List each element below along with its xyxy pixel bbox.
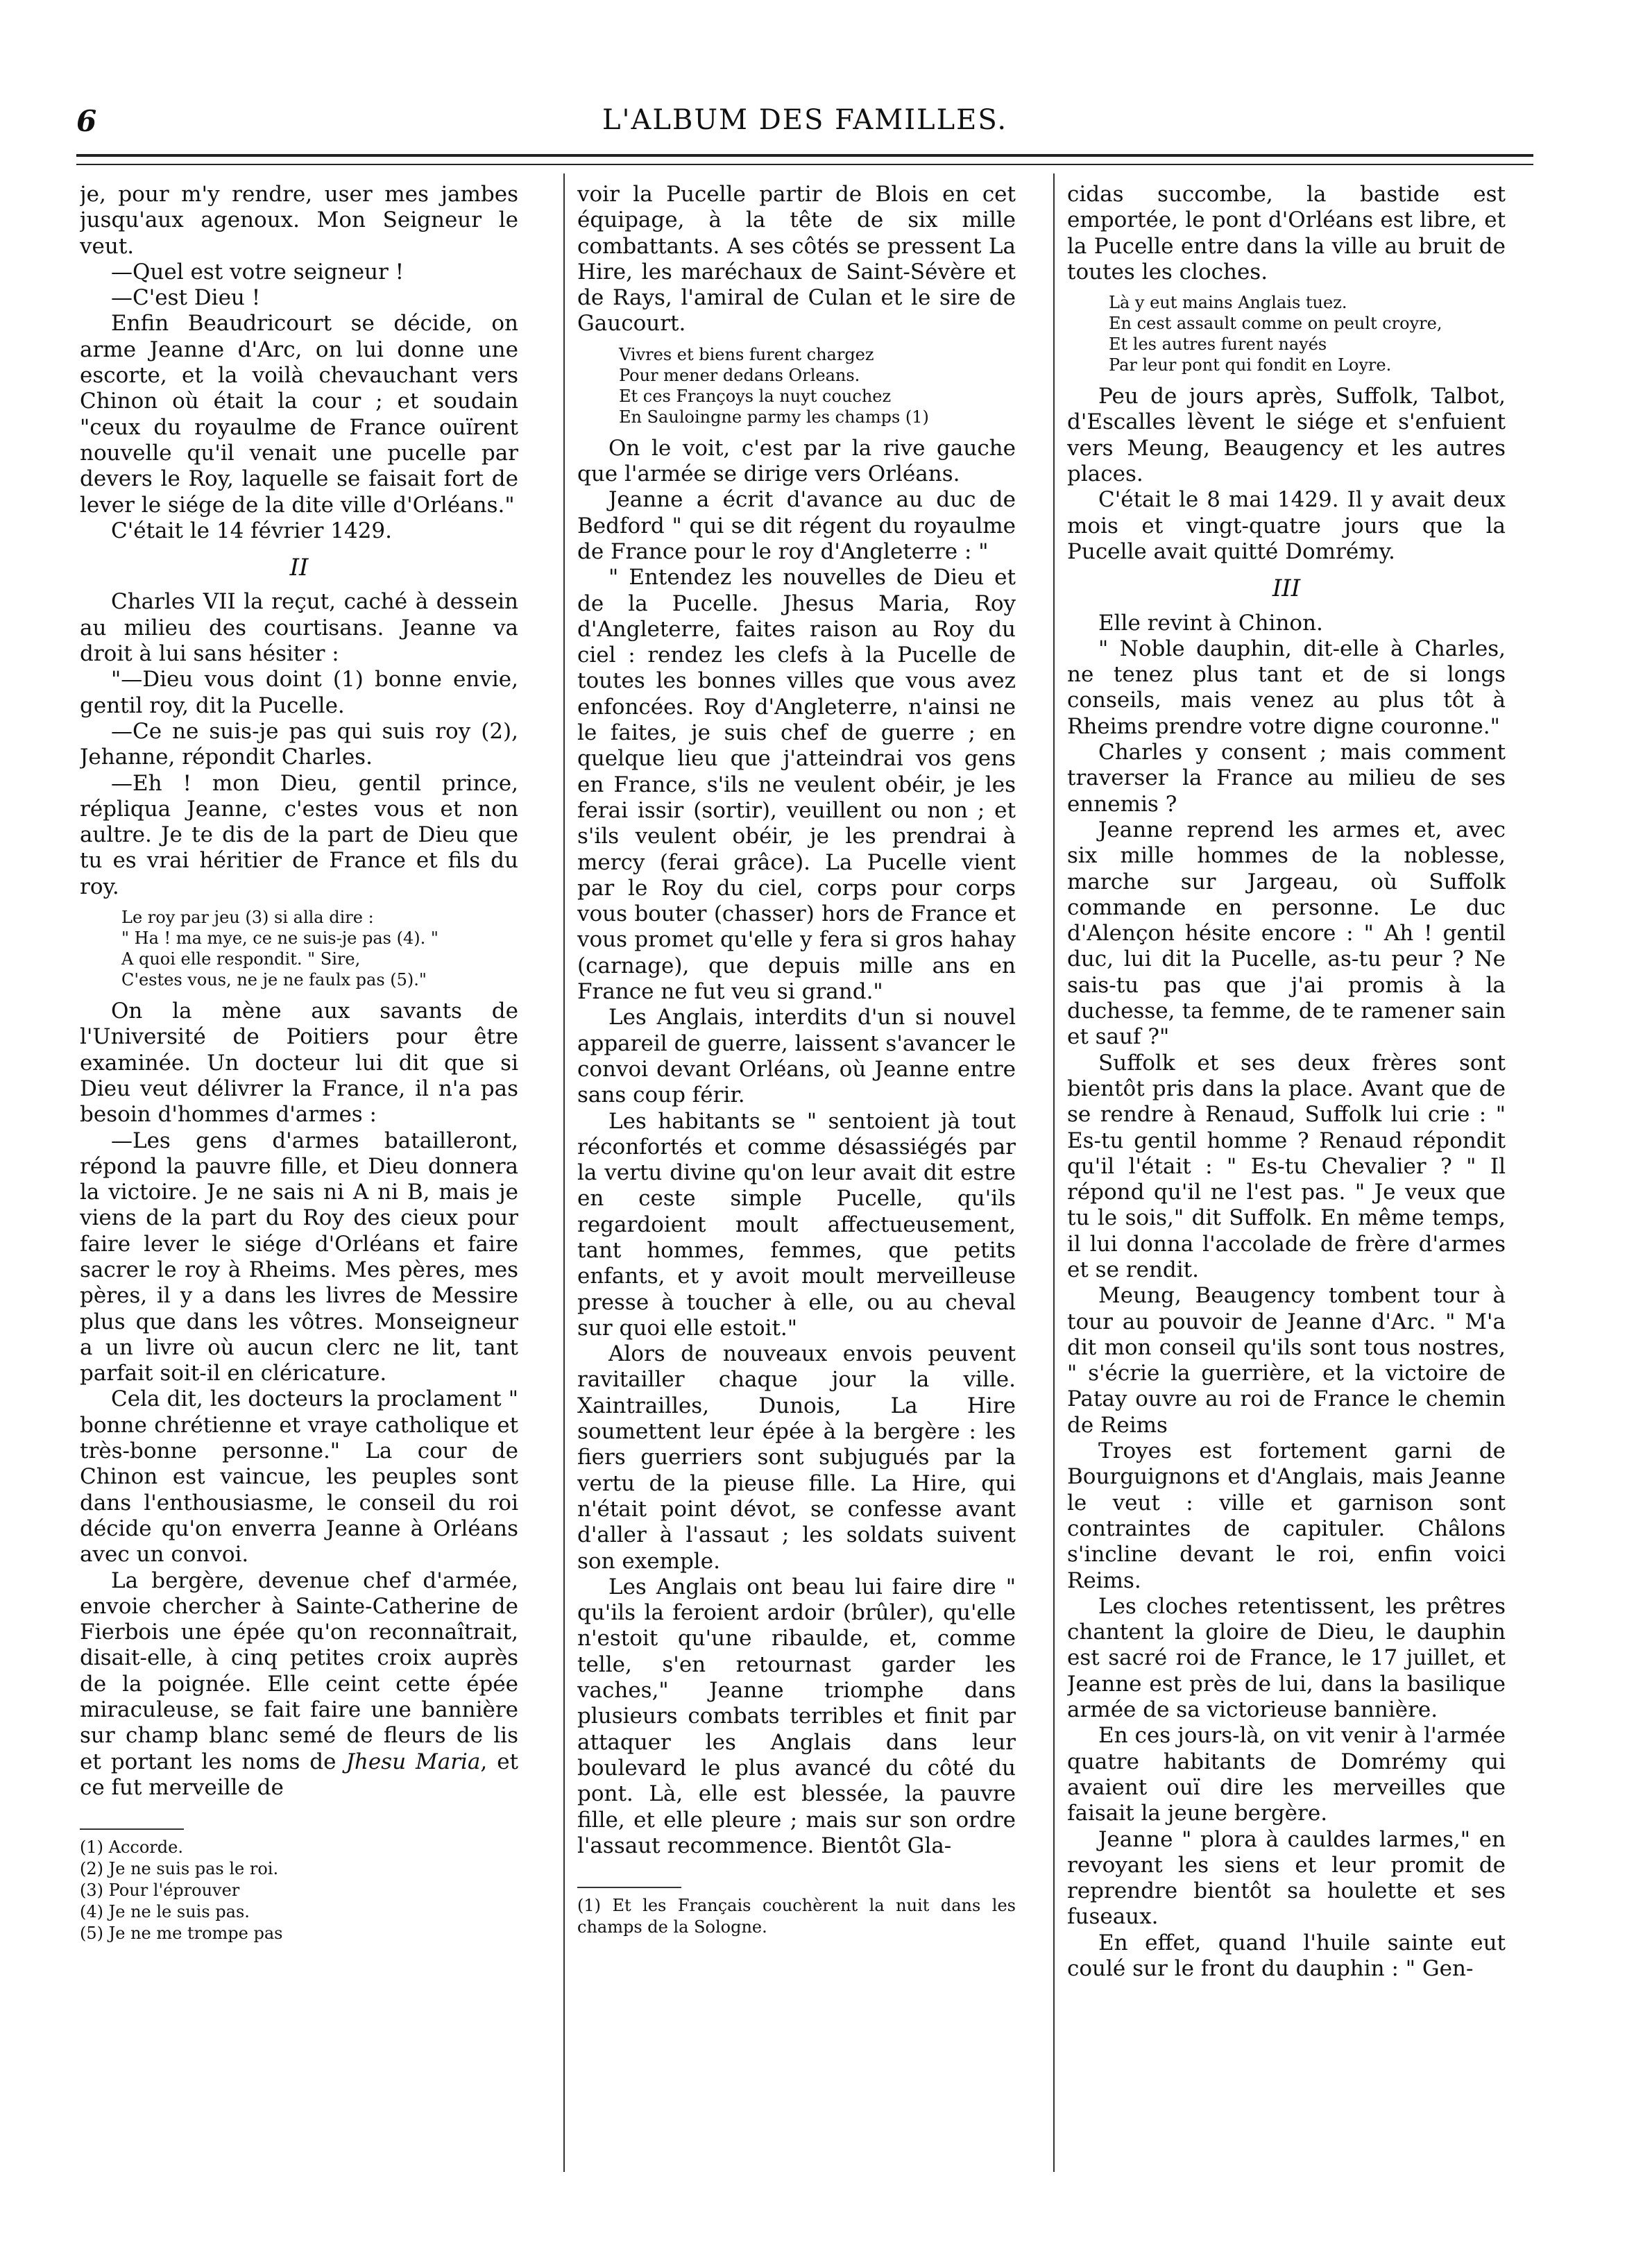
header-rule-thin [76,164,1533,165]
paragraph: Charles y consent ; mais comment traverser la France au milieu de ses ennemis ? [1067,740,1506,817]
paragraph: Les cloches retentissent, les prêtres chantent la gloire de Dieu, le dauphin est sacré roi de France, le 17 juillet, et Jeanne est près de lui, dans la basilique armée de sa victorieuse bannière. [1067,1593,1506,1723]
paragraph: Charles VII la reçut, caché à dessein au milieu des courtisans. Jeanne va droit à lui sans hésiter : [80,589,518,667]
column-divider-1 [563,173,565,2172]
footnotes [577,1895,1016,1938]
verse-line: Pour mener dedans Orleans. [619,365,860,385]
footnote: (1) Accorde. [80,1837,183,1858]
footnote-rule [577,1887,681,1888]
paragraph: Alors de nouveaux envois peuvent ravitailler chaque jour la ville. Xaintrailles, Dunois, La Hire soumettent leur épée à la bergère : les fiers guerriers sont subjugués par la vertu de la pieuse fille. La Hire, qui n'était point dévot, se confesse avant d'aller à l'assaut ; les soldats suivent son exemple. [577,1341,1016,1574]
paragraph: Jeanne " plora à cauldes larmes," en revoyant les siens et leur promit de reprendre bientôt sa houlette et ses fuseaux. [1067,1826,1506,1930]
paragraph-text: La bergère, devenue chef d'armée, envoie chercher à Sainte-Catherine de Fierbois une épée qu'on reconnaîtrait, disait-elle, à cinq petites croix auprès de la poignée. Elle ceint cette épée miraculeuse, se fait faire une bannière sur champ blanc semé de fleurs de lis et portant les noms de [80,1568,518,1774]
paragraph: Enfin Beaudricourt se décide, on arme Jeanne d'Arc, on lui donne une escorte, et la voilà chevauchant vers Chinon où était la cour ; et soudain "ceux du royaulme de France ouïrent nouvelle qu'il venait une pucelle par devers le Roy, laquelle se faisait fort de lever le siége de la dite ville d'Orléans." [80,311,518,518]
page-header [76,104,1533,146]
paragraph: Les habitants se " sentoient jà tout réconfortés et comme désassiégés par la vertu divine qu'on leur avait dit estre en ceste simple Pucelle, qu'ils regardoient moult affectueusement, tant hommes, femmes, que petits enfants, et y avoit moult merveilleuse presse à toucher à elle, ou au cheval sur quoi elle estoit." [577,1108,1016,1341]
paragraph: —Ce ne suis-je pas qui suis roy (2), Jehanne, répondit Charles. [80,718,518,770]
footnote: (4) Je ne le suis pas. [80,1902,250,1922]
verse-line: A quoi elle respondit. " Sire, [121,949,361,969]
verse-line: Là y eut mains Anglais tuez. [1109,293,1347,313]
verse-line: En cest assault comme on peult croyre, [1109,314,1442,334]
paragraph: Cela dit, les docteurs la proclament " bonne chrétienne et vraye catholique et très-bonne personne." La cour de Chinon est vaincue, les peuples sont dans l'enthousiasme, le conseil du roi décide qu'on enverra Jeanne à Orléans avec un convoi. [80,1386,518,1568]
section-heading: II [289,554,309,582]
footnotes [80,1837,518,1944]
paragraph: Jeanne a écrit d'avance au duc de Bedford " qui se dit régent du royaulme de France pour le roy d'Angleterre : " [577,487,1016,564]
paragraph: Suffolk et ses deux frères sont bientôt pris dans la place. Avant que de se rendre à Renaud, Suffolk lui crie : " Es-tu gentil homme ? Renaud répondit qu'il l'était : " Es-tu Chevalier ? " Il répond qu'il ne l'est pas. " Je veux que tu le sois," dit Suffolk. En même temps, il lui donna l'accolade de frère d'armes et se rendit. [1067,1050,1506,1282]
paragraph: Troyes est fortement garni de Bourguignons et d'Anglais, mais Jeanne le veut : ville et garnison sont contraintes de capituler. Châlons s'incline devant le roi, enfin voici Reims. [1067,1438,1506,1593]
page-number: 6 [76,104,97,138]
paragraph: —Quel est votre seigneur ! [111,259,405,285]
text-column-3 [1067,182,1506,2194]
verse-line: Et ces Françoys la nuyt couchez [619,386,892,406]
paragraph: je, pour m'y rendre, user mes jambes jusqu'aux agenoux. Mon Seigneur le veut. [80,182,518,259]
journal-title: L'ALBUM DES FAMILLES. [602,104,1008,136]
paragraph: En effet, quand l'huile sainte eut coulé sur le front du dauphin : " Gen- [1067,1930,1506,1981]
column-divider-2 [1053,173,1055,2172]
paragraph: C'était le 8 mai 1429. Il y avait deux mois et vingt-quatre jours que la Pucelle avait quitté Domrémy. [1067,487,1506,564]
paragraph: " Noble dauphin, dit-elle à Charles, ne tenez plus tant et de si longs conseils, mais venez au plus tôt à Rheims prendre votre digne couronne." [1067,636,1506,739]
verse-block [121,907,518,990]
footnote-rule [80,1828,184,1830]
text-column-2 [577,182,1016,2194]
paragraph: Jeanne reprend les armes et, avec six mille hommes de la noblesse, marche sur Jargeau, où Suffolk commande en personne. Le duc d'Alençon hésite encore : " Ah ! gentil duc, lui dit la Pucelle, as-tu peur ? Ne sais-tu pas que j'ai promis à la duchesse, ta femme, de te ramener sain et sauf ?" [1067,817,1506,1050]
footnote: (2) Je ne suis pas le roi. [80,1859,279,1879]
paragraph: On le voit, c'est par la rive gauche que l'armée se dirige vers Orléans. [577,435,1016,487]
verse-line: Par leur pont qui fondit en Loyre. [1109,355,1392,375]
verse-line: Et les autres furent nayés [1109,334,1327,355]
text-column-1 [80,182,518,2194]
paragraph: " Entendez les nouvelles de Dieu et de la Pucelle. Jhesus Maria, Roy d'Angleterre, faites raison au Roy du ciel : rendez les clefs à la Pucelle de toutes les bonnes villes que vous avez enfoncées. Roy d'Angleterre, n'ainsi ne le faites, je suis chef de guerre ; en quelque lieu que j'atteindrai vos gens en France, s'ils ne veulent obéir, je les ferai issir (sortir), veuillent ou non ; et s'ils veulent obéir, je les prendrai à mercy (ferai grâce). La Pucelle vient par le Roy du ciel, corps pour corps vous bouter (chasser) hors de France et vous promet qu'elle y fera si gros hahay (carnage), que depuis mille ans en France ne fut veu si grand." [577,565,1016,1005]
paragraph: C'était le 14 février 1429. [111,518,392,543]
paragraph-text: , et ce fut merveille de [80,1749,518,1800]
footnote: (5) Je ne me trompe pas [80,1924,283,1944]
verse-block [1109,292,1506,375]
verse-line: Le roy par jeu (3) si alla dire : [121,908,374,928]
paragraph: Meung, Beaugency tombent tour à tour au pouvoir de Jeanne d'Arc. " M'a dit mon conseil qu'ils sont tous nostres, " s'écrie la guerrière, et la victoire de Patay ouvre au roi de France le chemin de Reims [1067,1283,1506,1438]
verse-line: En Sauloingne parmy les champs (1) [619,407,929,427]
paragraph: —Les gens d'armes batailleront, répond la pauvre fille, et Dieu donnera la victoire. Je ne sais ni A ni B, mais je viens de la part du Roy des cieux pour faire lever le siége d'Orléans et faire sacrer le roy à Rheims. Mes pères, mes pères, il y a dans les livres de Messire plus que dans les vôtres. Monseigneur a un livre où aucun clerc ne lit, tant parfait soit-il en cléricature. [80,1128,518,1386]
footnote: (3) Pour l'éprouver [80,1880,240,1901]
paragraph: Les Anglais ont beau lui faire dire " qu'ils la feroient ardoir (brûler), qu'elle n'estoit qu'une ribaulde, et, comme telle, s'en retournast garder les vaches," Jeanne triomphe dans plusieurs combats terribles et finit par attaquer les Anglais dans leur boulevard le plus avancé du côté du pont. Là, elle est blessée, la pauvre fille, et elle pleure ; mais sur son ordre l'assaut recommence. Bientôt Gla- [577,1574,1016,1858]
paragraph: —Eh ! mon Dieu, gentil prince, répliqua Jeanne, c'estes vous et non aultre. Je te dis de la part de Dieu que tu es vrai héritier de France et fils du roy. [80,770,518,899]
paragraph: "—Dieu vous doint (1) bonne envie, gentil roy, dit la Pucelle. [80,667,518,718]
paragraph: Les Anglais, interdits d'un si nouvel appareil de guerre, laissent s'avancer le convoi devant Orléans, où Jeanne entre sans coup férir. [577,1005,1016,1108]
paragraph [80,1568,518,1801]
italic-name: Jhesu Maria [346,1749,481,1774]
footnote: (1) Et les Français couchèrent la nuit dans les champs de la Sologne. [577,1896,1016,1937]
verse-line: Vivres et biens furent chargez [619,344,874,364]
paragraph: On la mène aux savants de l'Université de Poitiers pour être examinée. Un docteur lui dit que si Dieu veut délivrer la France, il n'a pas besoin d'hommes d'armes : [80,999,518,1128]
paragraph: voir la Pucelle partir de Blois en cet équipage, à la tête de six mille combattants. A ses côtés se pressent La Hire, les maréchaux de Saint-Sévère et de Rays, l'amiral de Culan et le sire de Gaucourt. [577,182,1016,337]
verse-line: " Ha ! ma mye, ce ne suis-je pas (4). " [121,928,438,949]
paragraph: —C'est Dieu ! [111,285,261,311]
paragraph: cidas succombe, la bastide est emportée, le pont d'Orléans est libre, et la Pucelle entre dans la ville au bruit de toutes les cloches. [1067,182,1506,285]
verse-block [619,344,1016,427]
paragraph: Peu de jours après, Suffolk, Talbot, d'Escalles lèvent le siége et s'enfuient vers Meung, Beaugency et les autres places. [1067,384,1506,487]
verse-line: C'estes vous, ne je ne faulx pas (5)." [121,970,427,990]
header-rule-thick [76,154,1533,157]
paragraph: En ces jours-là, on vit venir à l'armée quatre habitants de Domrémy qui avaient ouï dire les merveilles que faisait la jeune bergère. [1067,1723,1506,1826]
section-heading: III [1272,575,1301,603]
paragraph: Elle revint à Chinon. [1098,610,1323,636]
